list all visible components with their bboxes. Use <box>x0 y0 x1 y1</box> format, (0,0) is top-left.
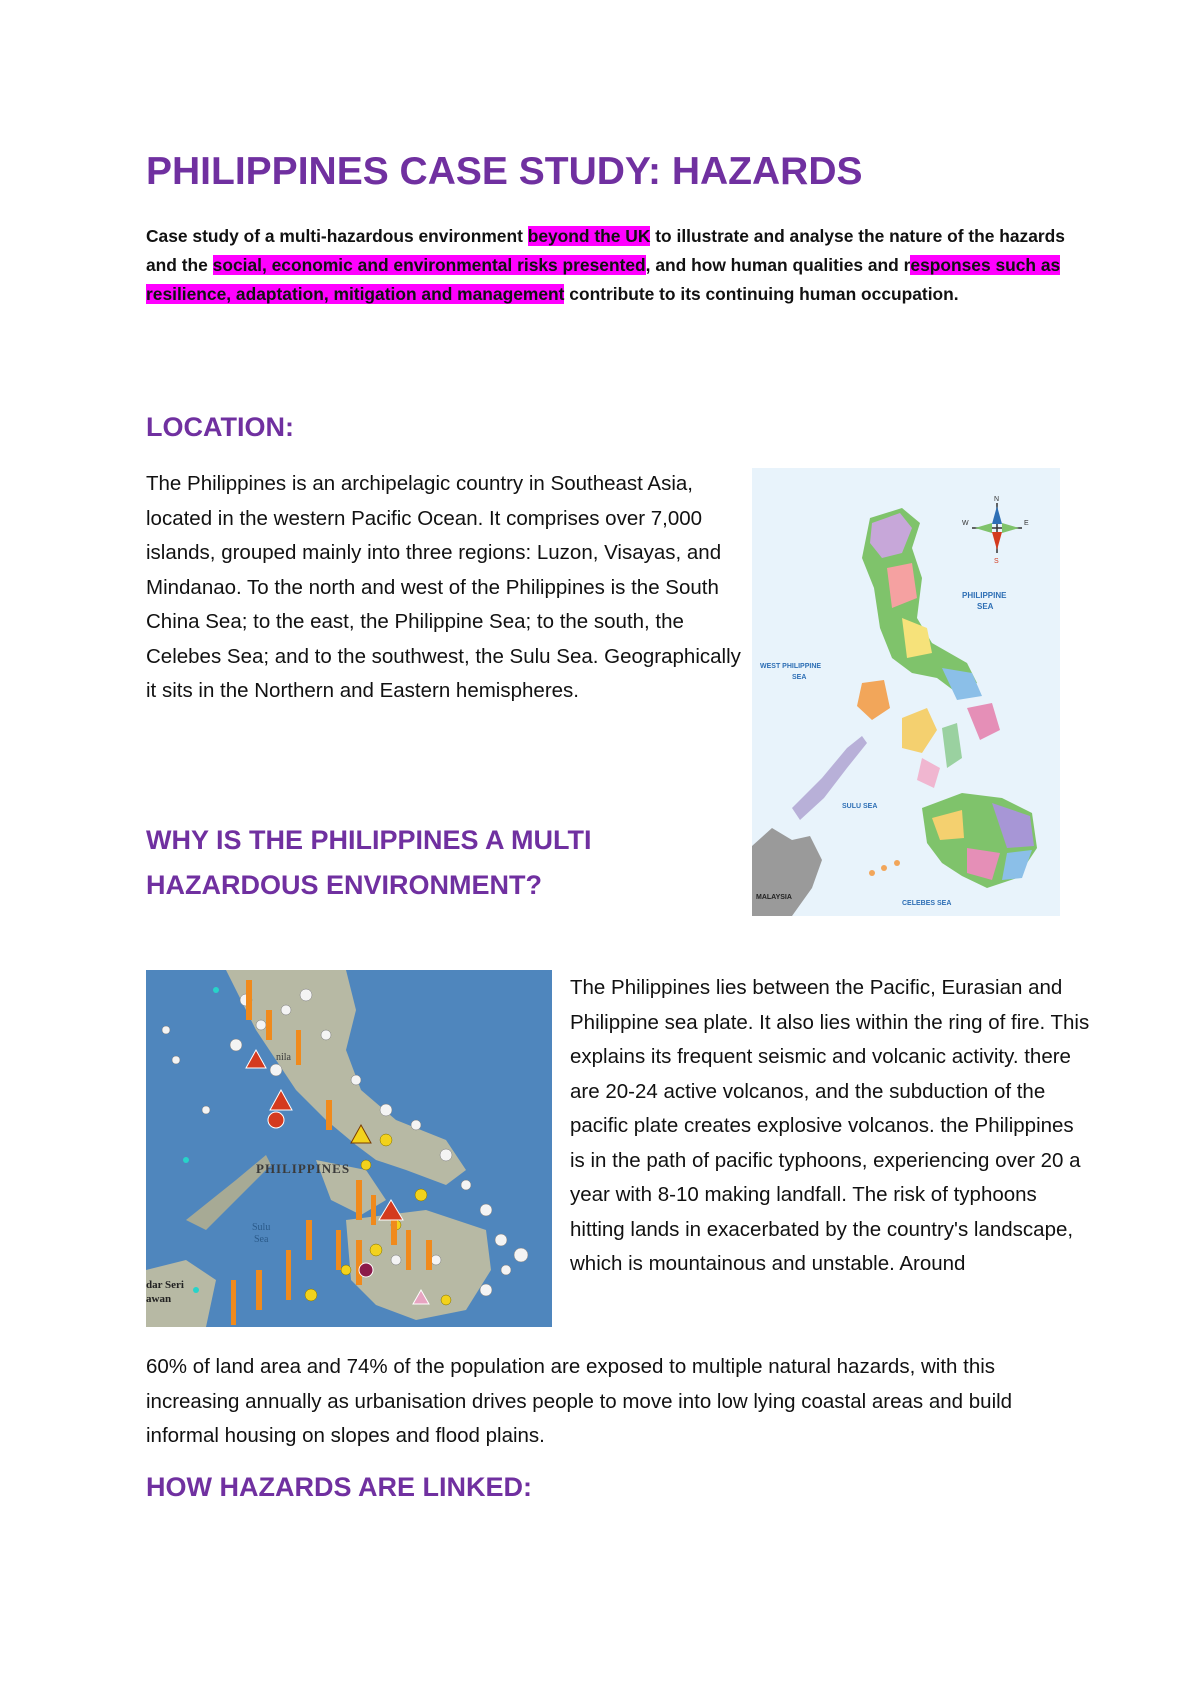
highlight-risks: social, economic and environmental risks presented <box>212 255 646 275</box>
philippine-sea-label-1: PHILIPPINE <box>962 591 1007 600</box>
intro-text-3: , and how human qualities and r <box>645 255 911 275</box>
hazards-map-svg <box>146 970 552 1327</box>
highlight-beyond-uk: beyond the UK <box>527 226 651 246</box>
hazard-map-sea-label: Sea <box>254 1234 269 1245</box>
intro-text-4: contribute to its continuing human occupation. <box>564 284 959 304</box>
philippine-sea-label-2: SEA <box>977 602 994 611</box>
hazards-paragraph-continued: 60% of land area and 74% of the population are exposed to multiple natural hazards, with this increasing annually as urbanisation drives people to move into low lying coastal areas and build informal housing on slopes and flood plains. <box>146 1355 1013 1447</box>
compass-n-label: N <box>994 496 1000 503</box>
hazard-map-country-label: PHILIPPINES <box>256 1161 351 1176</box>
location-paragraph: The Philippines is an archipelagic country in Southeast Asia, located in the western Pacific Ocean. It comprises over 7,000 islands, grouped mainly into three regions: Luzon, Visayas, and Mindanao. To the north and west of the Philippines is the South China Sea; to the east, the Philippine Sea; to the south, the Celebes Sea; and to the southwest, the Sulu Sea. Geographically it sits in the Northern and Eastern hemispheres. <box>146 472 741 702</box>
hazard-map-sulu-label: Sulu <box>252 1222 271 1233</box>
west-philippine-sea-label-2: SEA <box>792 674 807 681</box>
why-heading-line-1: WHY IS THE PHILIPPINES A MULTI <box>146 825 592 855</box>
intro-text-1: Case study of a multi-hazardous environment <box>146 226 528 246</box>
west-philippine-sea-label-1: WEST PHILIPPINE <box>760 663 822 670</box>
philippines-regions-map <box>752 468 1060 916</box>
highlight-responses: esponses such as resilience, adaptation, mitigation and management <box>146 255 1061 304</box>
malaysia-label: MALAYSIA <box>756 894 792 901</box>
hazards-map <box>146 970 552 1327</box>
sulu-island-3 <box>894 860 900 866</box>
sulu-island-2 <box>881 865 887 871</box>
celebes-sea-label: CELEBES SEA <box>902 900 952 907</box>
location-heading: LOCATION: <box>146 412 294 442</box>
sulu-sea-label: SULU SEA <box>842 803 878 810</box>
regions-map-svg <box>752 468 1060 916</box>
hazard-map-corner-label-2: awan <box>146 1293 172 1305</box>
why-heading-line-2: HAZARDOUS ENVIRONMENT? <box>146 870 542 900</box>
intro-paragraph <box>146 222 1086 309</box>
compass-w-label: W <box>962 520 969 527</box>
hazards-paragraph-right: The Philippines lies between the Pacific, Eurasian and Philippine sea plate. It also lies within the ring of fire. This explains its frequent seismic and volcanic activity. there are 20-24 active volcanos, and the subduction of the pacific plate creates explosive volcanos. the Philippines is in the path of pacific typhoons, experiencing over 20 a year with 8-10 making landfall. The risk of typhoons hitting lands in exacerbated by the country's landscape, which is mountainous and unstable. Around <box>570 976 1090 1275</box>
compass-e-label: E <box>1024 520 1029 527</box>
page-title: PHILIPPINES CASE STUDY: HAZARDS <box>146 150 863 193</box>
sulu-island-1 <box>869 870 875 876</box>
compass-s-label: S <box>994 558 999 565</box>
linked-heading: HOW HAZARDS ARE LINKED: <box>146 1472 532 1502</box>
hazard-map-city-label: nila <box>276 1052 291 1063</box>
why-heading <box>146 818 592 908</box>
hazard-map-corner-label-1: dar Seri <box>146 1279 184 1291</box>
intro-text-2: to illustrate and analyse the nature of the hazards and the <box>146 226 1065 275</box>
